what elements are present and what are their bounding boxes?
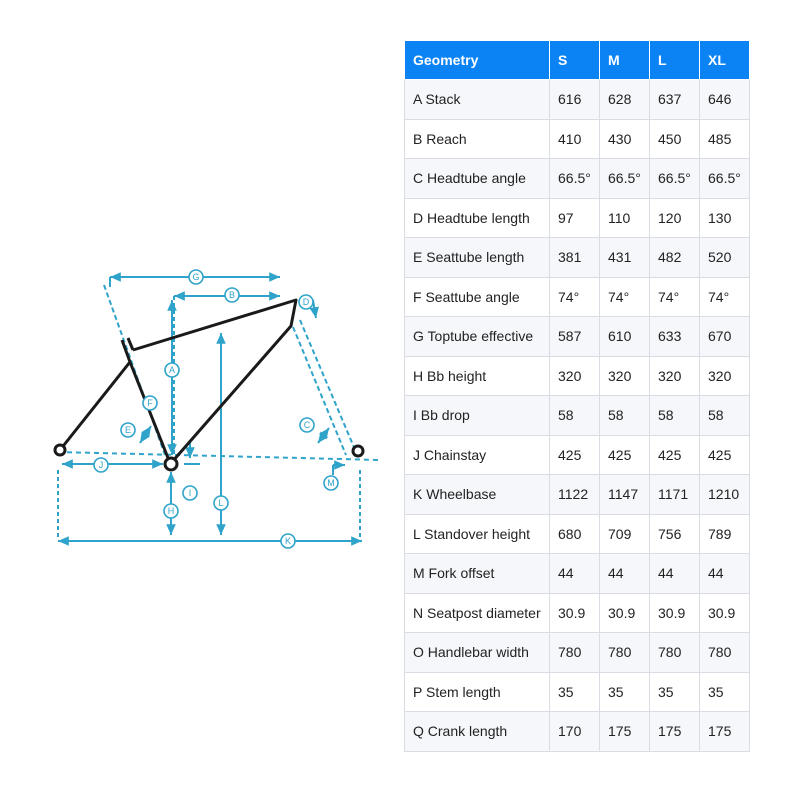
measurement-value: 780 bbox=[700, 633, 750, 673]
measurement-label: D Headtube length bbox=[405, 198, 550, 238]
measurement-value: 780 bbox=[550, 633, 600, 673]
dimension-letter: A bbox=[168, 365, 176, 375]
measurement-value: 320 bbox=[700, 356, 750, 396]
measurement-value: 780 bbox=[650, 633, 700, 673]
measurement-value: 587 bbox=[550, 317, 600, 357]
measurement-label: L Standover height bbox=[405, 514, 550, 554]
bottom-bracket bbox=[165, 458, 177, 470]
measurement-value: 381 bbox=[550, 238, 600, 278]
measurement-value: 1122 bbox=[550, 475, 600, 515]
measurement-value: 756 bbox=[650, 514, 700, 554]
measurement-value: 1210 bbox=[700, 475, 750, 515]
geometry-table bbox=[404, 40, 750, 752]
measurement-value: 44 bbox=[550, 554, 600, 594]
measurement-value: 320 bbox=[550, 356, 600, 396]
front-axle bbox=[353, 446, 363, 456]
dimension-letter: D bbox=[302, 297, 310, 307]
measurement-value: 35 bbox=[600, 672, 650, 712]
measurement-label: M Fork offset bbox=[405, 554, 550, 594]
measurement-value: 130 bbox=[700, 198, 750, 238]
measurement-label: P Stem length bbox=[405, 672, 550, 712]
measurement-value: 66.5° bbox=[600, 159, 650, 199]
measurement-label: A Stack bbox=[405, 80, 550, 120]
table-row bbox=[405, 593, 750, 633]
measurement-value: 485 bbox=[700, 119, 750, 159]
dimension-letter: K bbox=[284, 536, 292, 546]
measurement-value: 97 bbox=[550, 198, 600, 238]
measurement-value: 74° bbox=[600, 277, 650, 317]
measurement-value: 44 bbox=[600, 554, 650, 594]
measurement-value: 425 bbox=[550, 435, 600, 475]
measurement-label: N Seatpost diameter bbox=[405, 593, 550, 633]
measurement-value: 431 bbox=[600, 238, 650, 278]
dimension-letter: G bbox=[192, 272, 200, 282]
table-row bbox=[405, 277, 750, 317]
measurement-value: 30.9 bbox=[550, 593, 600, 633]
table-row bbox=[405, 554, 750, 594]
measurement-value: 35 bbox=[700, 672, 750, 712]
measurement-value: 482 bbox=[650, 238, 700, 278]
measurement-value: 35 bbox=[550, 672, 600, 712]
dimension-letter: F bbox=[147, 398, 153, 408]
dimension-letter: B bbox=[228, 290, 236, 300]
measurement-value: 175 bbox=[650, 712, 700, 752]
measurement-value: 170 bbox=[550, 712, 600, 752]
measurement-label: O Handlebar width bbox=[405, 633, 550, 673]
measurement-value: 628 bbox=[600, 80, 650, 120]
measurement-label: C Headtube angle bbox=[405, 159, 550, 199]
measurement-value: 610 bbox=[600, 317, 650, 357]
dimension-labels bbox=[94, 270, 338, 548]
measurement-value: 430 bbox=[600, 119, 650, 159]
measurement-value: 425 bbox=[600, 435, 650, 475]
measurement-value: 646 bbox=[700, 80, 750, 120]
measurement-value: 66.5° bbox=[550, 159, 600, 199]
measurement-value: 637 bbox=[650, 80, 700, 120]
measurement-value: 35 bbox=[650, 672, 700, 712]
table-row bbox=[405, 514, 750, 554]
measurement-value: 66.5° bbox=[650, 159, 700, 199]
measurement-value: 520 bbox=[700, 238, 750, 278]
table-header-row bbox=[405, 41, 750, 80]
measurement-value: 74° bbox=[550, 277, 600, 317]
measurement-value: 30.9 bbox=[600, 593, 650, 633]
header-size-xl: XL bbox=[700, 41, 750, 80]
measurement-value: 633 bbox=[650, 317, 700, 357]
measurement-value: 58 bbox=[550, 396, 600, 436]
table-row bbox=[405, 238, 750, 278]
dimension-letter: H bbox=[167, 506, 175, 516]
measurement-label: I Bb drop bbox=[405, 396, 550, 436]
dimension-letter: E bbox=[124, 425, 132, 435]
measurement-value: 74° bbox=[650, 277, 700, 317]
table-row bbox=[405, 356, 750, 396]
measurement-value: 1171 bbox=[650, 475, 700, 515]
measurement-value: 320 bbox=[650, 356, 700, 396]
measurement-value: 58 bbox=[650, 396, 700, 436]
measurement-label: H Bb height bbox=[405, 356, 550, 396]
measurement-label: G Toptube effective bbox=[405, 317, 550, 357]
measurement-label: E Seattube length bbox=[405, 238, 550, 278]
measurement-value: 74° bbox=[700, 277, 750, 317]
table-row bbox=[405, 198, 750, 238]
measurement-label: Q Crank length bbox=[405, 712, 550, 752]
measurement-value: 450 bbox=[650, 119, 700, 159]
table-row bbox=[405, 119, 750, 159]
table-row bbox=[405, 712, 750, 752]
measurement-value: 425 bbox=[700, 435, 750, 475]
header-size-l: L bbox=[650, 41, 700, 80]
measurement-value: 175 bbox=[700, 712, 750, 752]
bike-frame bbox=[60, 300, 296, 463]
measurement-label: J Chainstay bbox=[405, 435, 550, 475]
measurement-value: 616 bbox=[550, 80, 600, 120]
table-row bbox=[405, 633, 750, 673]
measurement-value: 410 bbox=[550, 119, 600, 159]
table-row bbox=[405, 672, 750, 712]
dimension-letter: L bbox=[218, 498, 224, 508]
measurement-value: 58 bbox=[600, 396, 650, 436]
table-row bbox=[405, 317, 750, 357]
measurement-label: F Seattube angle bbox=[405, 277, 550, 317]
measurement-label: K Wheelbase bbox=[405, 475, 550, 515]
measurement-value: 58 bbox=[700, 396, 750, 436]
rear-axle bbox=[55, 445, 65, 455]
measurement-value: 789 bbox=[700, 514, 750, 554]
table-row bbox=[405, 435, 750, 475]
table-row bbox=[405, 475, 750, 515]
measurement-value: 780 bbox=[600, 633, 650, 673]
table-row bbox=[405, 159, 750, 199]
measurement-value: 425 bbox=[650, 435, 700, 475]
measurement-value: 30.9 bbox=[650, 593, 700, 633]
measurement-value: 44 bbox=[700, 554, 750, 594]
header-size-m: M bbox=[600, 41, 650, 80]
dimension-letter: I bbox=[188, 488, 192, 498]
measurement-value: 680 bbox=[550, 514, 600, 554]
measurement-value: 120 bbox=[650, 198, 700, 238]
measurement-value: 320 bbox=[600, 356, 650, 396]
measurement-value: 709 bbox=[600, 514, 650, 554]
measurement-value: 66.5° bbox=[700, 159, 750, 199]
dimension-letter: M bbox=[327, 478, 335, 488]
measurement-value: 1147 bbox=[600, 475, 650, 515]
measurement-value: 175 bbox=[600, 712, 650, 752]
table-row bbox=[405, 396, 750, 436]
dimension-letter: C bbox=[303, 420, 311, 430]
header-size-s: S bbox=[550, 41, 600, 80]
header-geometry: Geometry bbox=[405, 41, 550, 80]
measurement-value: 30.9 bbox=[700, 593, 750, 633]
measurement-value: 670 bbox=[700, 317, 750, 357]
measurement-value: 110 bbox=[600, 198, 650, 238]
dimension-letter: J bbox=[98, 460, 104, 470]
table-row bbox=[405, 80, 750, 120]
measurement-value: 44 bbox=[650, 554, 700, 594]
measurement-label: B Reach bbox=[405, 119, 550, 159]
